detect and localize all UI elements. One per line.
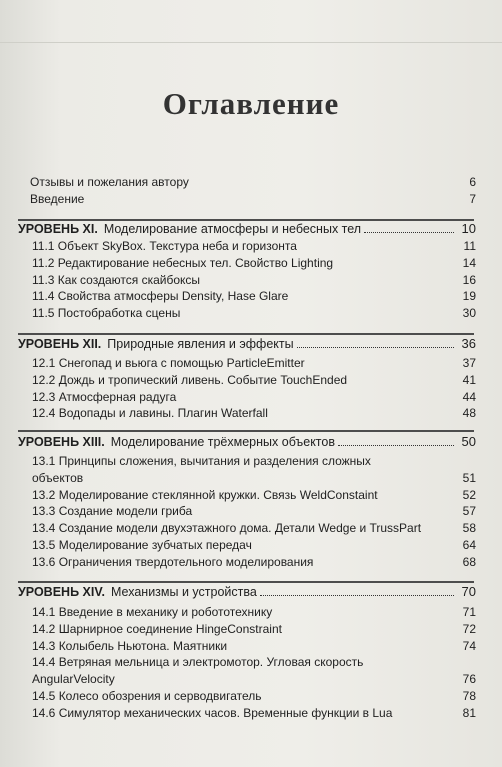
level-page: 36 — [461, 336, 476, 351]
toc-entry[interactable] — [30, 174, 476, 191]
toc-entry[interactable] — [32, 537, 476, 554]
entry-page: 52 — [462, 487, 476, 502]
entry-text: 11.1 Объект SkyBox. Текстура неба и горизонта — [32, 239, 297, 253]
level-page: 10 — [461, 221, 476, 236]
level-label: УРОВЕНЬ XI. — [18, 222, 98, 236]
level-section — [18, 433, 476, 571]
entry-text: 13.5 Моделирование зубчатых передач — [32, 537, 252, 552]
toc-entry[interactable] — [32, 503, 476, 520]
entry-text: 13.4 Создание модели двухэтажного дома. Детали Wedge и TrussPart — [32, 521, 422, 536]
entry-text: 13.1 Принципы сложения, вычитания и разделения сложных — [32, 454, 371, 468]
entry-text: 13.6 Ограничения твердотельного моделирования — [32, 554, 314, 569]
entry-page: 76 — [462, 672, 476, 687]
entry-text: 12.3 Атмосферная радуга — [32, 389, 177, 404]
level-label: УРОВЕНЬ XIII. — [18, 435, 105, 449]
page-edge-line — [0, 42, 502, 43]
entry-page: 19 — [462, 289, 476, 304]
entry-page: 51 — [462, 470, 476, 485]
entry-page: 48 — [462, 406, 476, 421]
entry-page: 30 — [462, 306, 476, 321]
entry-page: 57 — [462, 504, 476, 519]
entry-page: 44 — [462, 389, 476, 404]
level-heading[interactable] — [18, 583, 476, 601]
entry-page: 68 — [462, 554, 476, 569]
entry-text: 11.4 Свойства атмосферы Density, Hase Glare — [32, 289, 289, 304]
dot-leader — [364, 232, 454, 233]
toc-entry[interactable] — [32, 705, 476, 722]
entry-text: объектов — [32, 470, 84, 485]
entry-page: 11 — [463, 239, 476, 253]
entry-text: 11.3 Как создаются скайбоксы — [32, 272, 201, 287]
level-label: УРОВЕНЬ XII. — [18, 337, 102, 351]
toc-entry[interactable] — [32, 520, 476, 537]
toc-entry[interactable] — [32, 355, 476, 372]
entry-text: 11.2 Редактирование небесных тел. Свойство Lighting — [32, 255, 334, 270]
toc-entry[interactable] — [32, 305, 476, 322]
level-title: Моделирование трёхмерных объектов — [110, 435, 335, 449]
entry-text: 14.5 Колесо обозрения и серводвигатель — [32, 688, 262, 703]
level-section — [18, 335, 476, 422]
entry-text: Введение — [30, 192, 85, 206]
entry-text: AngularVelocity — [32, 672, 115, 687]
entry-text: 14.1 Введение в механику и робототехнику — [32, 605, 273, 619]
entry-page: 64 — [462, 537, 476, 552]
page-title: Оглавление — [162, 86, 340, 121]
toc-entry[interactable] — [30, 191, 476, 208]
toc-entry[interactable] — [32, 671, 476, 688]
entry-text: 12.1 Снегопад и вьюга с помощью ParticleEmitter — [32, 356, 305, 370]
entry-page: 37 — [462, 356, 476, 370]
toc-entry[interactable] — [32, 654, 476, 671]
entry-page: 6 — [469, 175, 476, 189]
level-title: Механизмы и устройства — [111, 585, 257, 599]
dot-leader — [260, 595, 454, 596]
level-title: Природные явления и эффекты — [107, 337, 294, 351]
toc-entry[interactable] — [32, 372, 476, 389]
toc-entry[interactable] — [32, 487, 476, 504]
level-heading[interactable] — [18, 335, 476, 353]
toc-entry[interactable] — [32, 288, 476, 305]
entry-page: 14 — [462, 255, 476, 270]
entry-page: 71 — [462, 605, 476, 619]
intro-entries — [30, 174, 476, 208]
entry-page: 7 — [469, 192, 476, 206]
entry-page: 72 — [462, 621, 476, 636]
entry-text: 14.3 Колыбель Ньютона. Маятники — [32, 638, 228, 653]
entry-page: 81 — [462, 705, 476, 720]
entry-text: 13.3 Создание модели гриба — [32, 504, 193, 519]
toc-entry[interactable] — [32, 272, 476, 289]
entry-text: 12.2 Дождь и тропический ливень. Событие TouchEnded — [32, 372, 348, 387]
level-heading[interactable] — [18, 220, 476, 238]
entry-page: 16 — [462, 272, 476, 287]
level-section — [18, 583, 476, 722]
toc-entry[interactable] — [32, 638, 476, 655]
entry-page: 78 — [462, 688, 476, 703]
toc-entry[interactable] — [32, 389, 476, 406]
level-label: УРОВЕНЬ XIV. — [18, 585, 105, 599]
toc-entry[interactable] — [32, 554, 476, 571]
dot-leader — [297, 347, 454, 348]
toc-entry[interactable] — [32, 470, 476, 487]
toc-entry[interactable] — [32, 604, 476, 621]
toc-entry[interactable] — [32, 255, 476, 272]
entry-text: 14.2 Шарнирное соединение HingeConstraint — [32, 621, 282, 636]
entry-text: Отзывы и пожелания автору — [30, 175, 189, 189]
entry-text: 14.4 Ветряная мельница и электромотор. Угловая скорость — [32, 655, 364, 670]
entry-page: 41 — [462, 372, 476, 387]
level-heading[interactable] — [18, 433, 476, 451]
level-section — [18, 220, 476, 322]
toc-entry[interactable] — [32, 688, 476, 705]
entry-page: 74 — [462, 638, 476, 653]
level-title: Моделирование атмосферы и небесных тел — [103, 222, 362, 236]
level-page: 70 — [461, 584, 476, 599]
entry-text: 11.5 Постобработка сцены — [32, 306, 181, 321]
entry-text: 12.4 Водопады и лавины. Плагин Waterfall — [32, 406, 268, 421]
toc-entry[interactable] — [32, 621, 476, 638]
entry-page: 58 — [462, 521, 476, 536]
entry-text: 13.2 Моделирование стеклянной кружки. Связь WeldConstaint — [32, 487, 378, 502]
section-divider — [18, 430, 474, 432]
level-page: 50 — [461, 434, 476, 449]
toc-entry[interactable] — [32, 453, 476, 470]
toc-entry[interactable] — [32, 405, 476, 422]
entry-text: 14.6 Симулятор механических часов. Временные функции в Lua — [32, 705, 393, 720]
dot-leader — [338, 445, 454, 446]
toc-entry[interactable] — [32, 238, 476, 255]
